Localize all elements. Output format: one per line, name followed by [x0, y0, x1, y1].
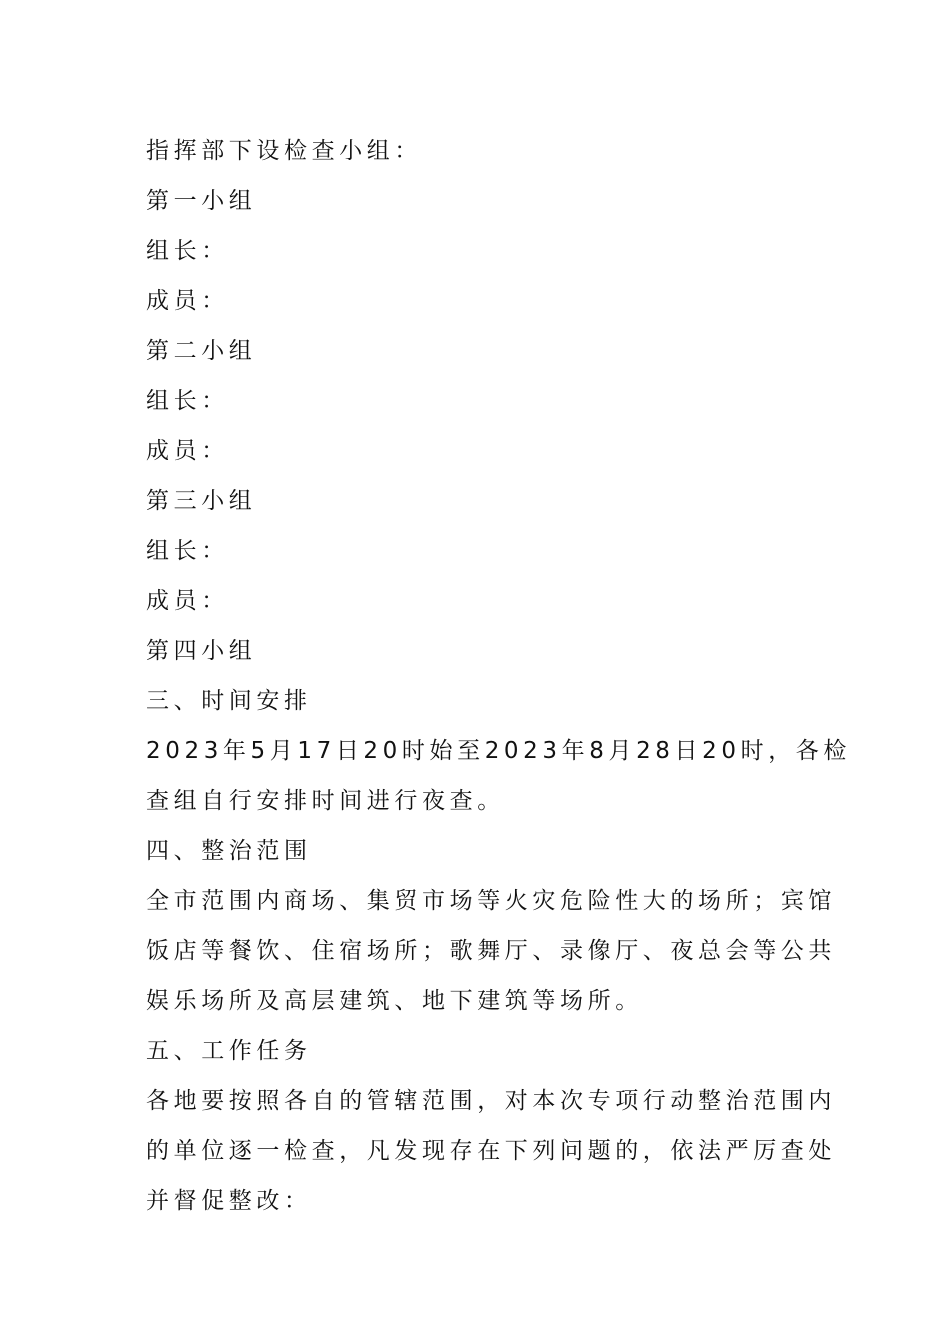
doc-line-intro: 指挥部下设检查小组： — [146, 138, 422, 164]
task-paragraph-line-2: 的单位逐一检查，凡发现存在下列问题的，依法严厉查处 — [146, 1138, 836, 1164]
group-two-heading: 第二小组 — [146, 338, 257, 364]
task-paragraph-line-3: 并督促整改： — [146, 1188, 312, 1214]
time-paragraph-line-1: 2023年5月17日20时始至2023年8月28日20时，各检 — [146, 738, 851, 764]
task-paragraph-line-1: 各地要按照各自的管辖范围，对本次专项行动整治范围内 — [146, 1088, 836, 1114]
section-four-heading: 四、整治范围 — [146, 838, 312, 864]
section-three-heading: 三、时间安排 — [146, 688, 312, 714]
scope-paragraph-line-3: 娱乐场所及高层建筑、地下建筑等场所。 — [146, 988, 643, 1014]
group-three-leader: 组长： — [146, 538, 229, 564]
group-one-members: 成员： — [146, 288, 229, 314]
group-one-heading: 第一小组 — [146, 188, 257, 214]
group-three-members: 成员： — [146, 588, 229, 614]
scope-paragraph-line-1: 全市范围内商场、集贸市场等火灾危险性大的场所；宾馆 — [146, 888, 836, 914]
time-paragraph-line-2: 查组自行安排时间进行夜查。 — [146, 788, 505, 814]
group-four-heading: 第四小组 — [146, 638, 257, 664]
section-five-heading: 五、工作任务 — [146, 1038, 312, 1064]
group-two-leader: 组长： — [146, 388, 229, 414]
group-two-members: 成员： — [146, 438, 229, 464]
group-one-leader: 组长： — [146, 238, 229, 264]
scope-paragraph-line-2: 饭店等餐饮、住宿场所；歌舞厅、录像厅、夜总会等公共 — [146, 938, 836, 964]
group-three-heading: 第三小组 — [146, 488, 257, 514]
document-body — [146, 126, 851, 1226]
